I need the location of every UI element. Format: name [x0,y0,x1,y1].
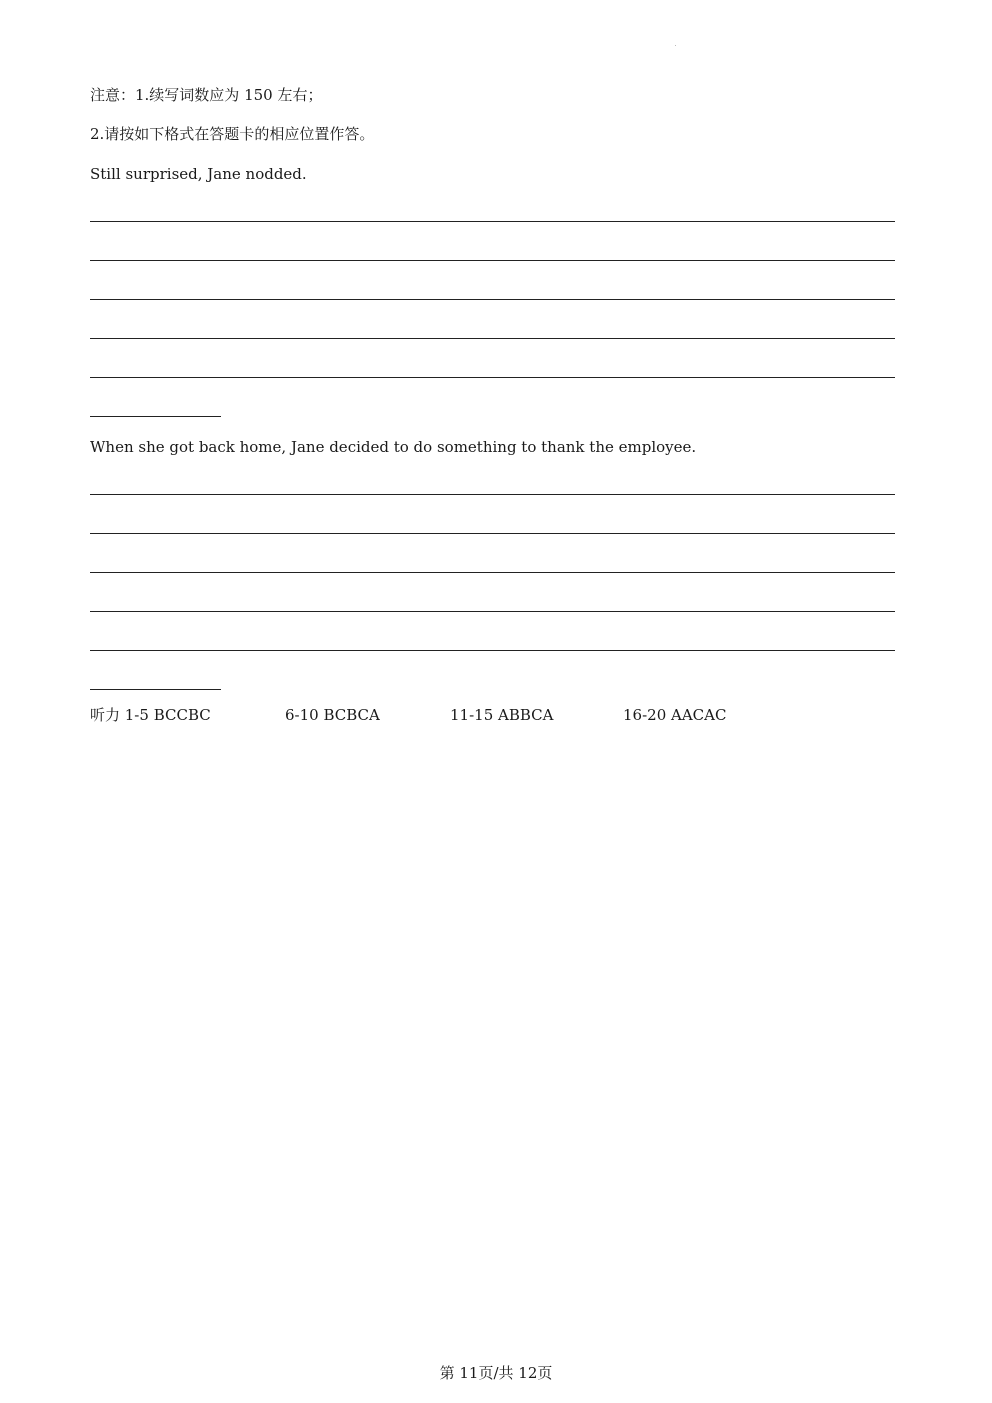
answers-11-15: 11-15 ABBCA [450,706,554,724]
writing-line [90,260,895,261]
writing-line [90,650,895,651]
note-line-1: 注意：1.续写词数应为 150 左右； [90,86,323,104]
writing-line [90,299,895,300]
paragraph1-opening: Still surprised, Jane nodded. [90,165,307,183]
writing-line [90,533,895,534]
paragraph2-opening: When she got back home, Jane decided to do something to thank the employee. [90,438,697,456]
answers-1-5: 听力 1-5 BCCBC [90,706,211,724]
writing-line [90,494,895,495]
answers-6-10: 6-10 BCBCA [285,706,380,724]
answers-16-20: 16-20 AACAC [623,706,727,724]
writing-line [90,572,895,573]
writing-line [90,377,895,378]
page-footer: 第 11页/共 12页 [439,1364,553,1382]
writing-line-short [90,416,221,417]
writing-line [90,221,895,222]
writing-line-short [90,689,221,690]
scan-mark [675,45,676,46]
writing-line [90,611,895,612]
writing-line [90,338,895,339]
note-line-2: 2.请按如下格式在答题卡的相应位置作答。 [90,125,375,143]
